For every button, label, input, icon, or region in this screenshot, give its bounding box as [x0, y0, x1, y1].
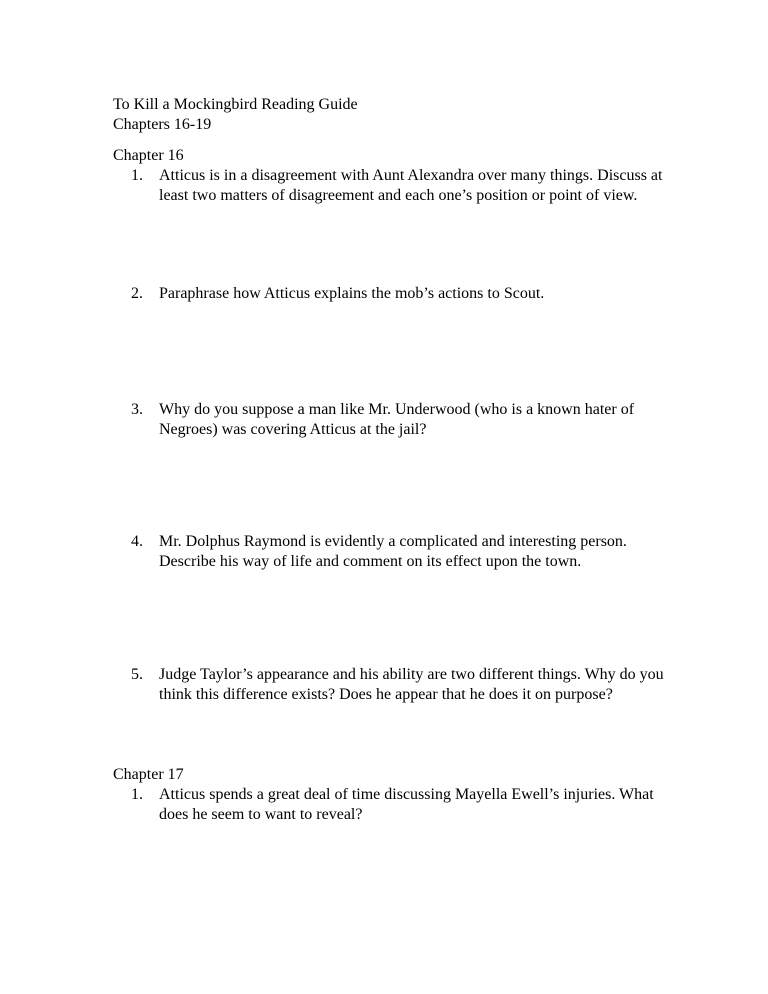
chapter-heading: Chapter 16: [113, 147, 184, 164]
question-number: 1.: [131, 786, 143, 803]
question-text: think this difference exists? Does he appear that he does it on purpose?: [159, 686, 613, 703]
question-number: 1.: [131, 167, 143, 184]
question-text: Atticus spends a great deal of time discussing Mayella Ewell’s injuries. What: [159, 786, 654, 803]
question-text: Paraphrase how Atticus explains the mob’s actions to Scout.: [159, 285, 545, 302]
chapter-heading: Chapter 17: [113, 766, 184, 783]
question-text: does he seem to want to reveal?: [159, 806, 363, 823]
question-text: Mr. Dolphus Raymond is evidently a complicated and interesting person.: [159, 533, 627, 550]
document-subtitle: Chapters 16-19: [113, 116, 212, 133]
question-number: 3.: [131, 401, 143, 418]
question-text: Judge Taylor’s appearance and his ability are two different things. Why do you: [159, 666, 664, 683]
question-text: Negroes) was covering Atticus at the jail?: [159, 421, 427, 438]
question-text: Describe his way of life and comment on its effect upon the town.: [159, 553, 582, 570]
document-title: To Kill a Mockingbird Reading Guide: [113, 96, 358, 113]
question-text: least two matters of disagreement and each one’s position or point of view.: [159, 187, 638, 204]
question-number: 4.: [131, 533, 143, 550]
question-number: 2.: [131, 285, 143, 302]
question-text: Atticus is in a disagreement with Aunt Alexandra over many things. Discuss at: [159, 167, 663, 184]
question-number: 5.: [131, 666, 143, 683]
question-text: Why do you suppose a man like Mr. Underwood (who is a known hater of: [159, 401, 635, 418]
